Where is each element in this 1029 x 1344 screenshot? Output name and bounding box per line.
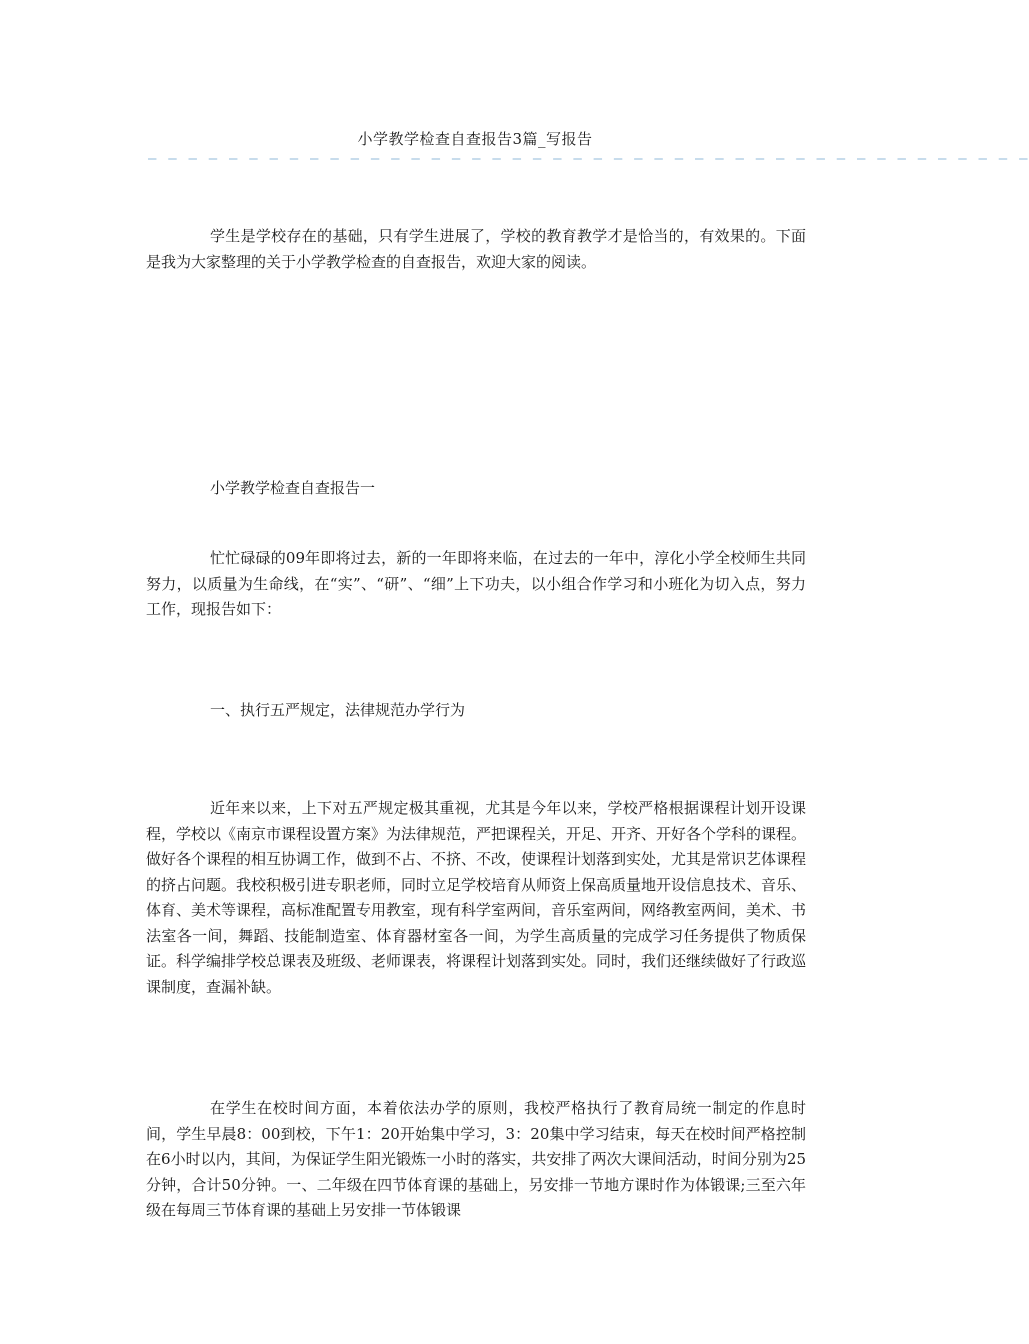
body-paragraph-2: 在学生在校时间方面，本着依法办学的原则，我校严格执行了教育局统一制定的作息时间，学生早晨8：00到校，下午1：20开始集中学习，3：20集中学习结束，每天在校时间严格控制在6小时以内，其间，为保证学生阳光锻炼一小时的落实，共安排了两次大课间活动，时间分别为25分钟，合计50分钟。一、二年级在四节体育课的基础上，另安排一节地方课时作为体锻课;三至六年级在每周三节体育课的基础上另安排一节体锻课 (146, 1099, 806, 1219)
document-title: 小学教学检查自查报告3篇_写报告 (357, 130, 593, 148)
opening-paragraph: 忙忙碌碌的09年即将过去，新的一年即将来临，在过去的一年中，淳化小学全校师生共同努力，以质量为生命线，在“实”、“研”、“细”上下功夫，以小组合作学习和小班化为切入点，努力工作，现报告如下： (146, 549, 806, 618)
body-paragraph-1: 近年来以来，上下对五严规定极其重视，尤其是今年以来，学校严格根据课程计划开设课程，学校以《南京市课程设置方案》为法律规范，严把课程关，开足、开齐、开好各个学科的课程。做好各个课程的相互协调工作，做到不占、不挤、不改，使课程计划落到实处，尤其是常识艺体课程的挤占问题。我校积极引进专职老师，同时立足学校培育从师资上保高质量地开设信息技术、音乐、体育、美术等课程，高标准配置专用教室，现有科学室两间，音乐室两间，网络教室两间，美术、书法室各一间，舞蹈、技能制造室、体育器材室各一间，为学生高质量的完成学习任务提供了物质保证。科学编排学校总课表及班级、老师课表，将课程计划落到实处。同时，我们还继续做好了行政巡课制度，查漏补缺。 (146, 799, 807, 996)
title-divider: — — — — — — — — — — — — — — — — — — — — — — — — — — — — — — — — — — — — — — — — — — — — (148, 151, 1029, 167)
section-title: 小学教学检查自查报告一 (210, 479, 376, 497)
intro-paragraph: 学生是学校存在的基础，只有学生进展了，学校的教育教学才是恰当的，有效果的。下面是我为大家整理的关于小学教学检查的自查报告，欢迎大家的阅读。 (146, 227, 806, 271)
heading-one: 一、执行五严规定，法律规范办学行为 (210, 701, 466, 719)
